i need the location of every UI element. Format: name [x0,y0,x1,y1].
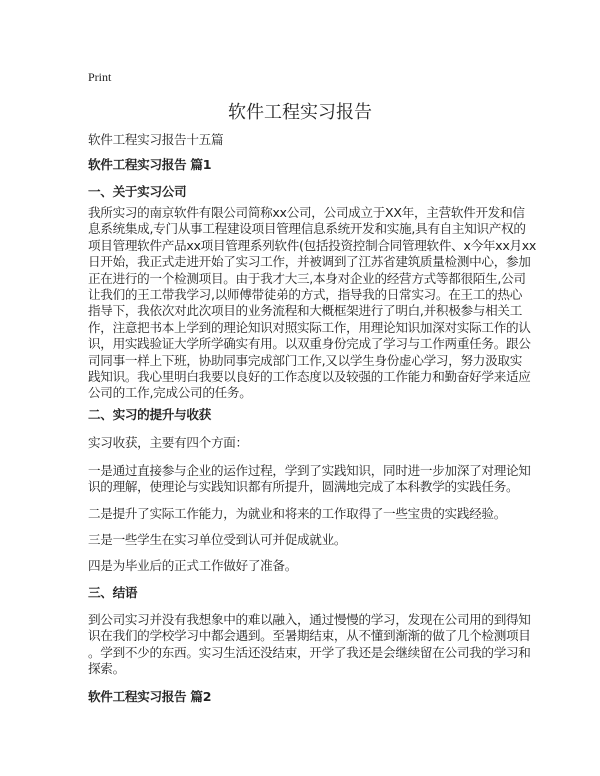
text-line: 识，用实践验证大学所学确实有用。以双重身份完成了学习与工作两重任务。跟公 [88,336,531,352]
part1-heading: 软件工程实习报告 篇1 [88,157,212,172]
section1-heading: 一、关于实习公司 [88,184,187,199]
section2-item4: 四是为毕业后的正式工作做好了准备。 [88,558,297,573]
text-line: 。学到不少的东西。实习生活还没结束，开学了我还是会继续留在公司我的学习和 [88,644,531,660]
text-line: 项目管理软件产品xx项目管理系列软件(包括投资控制合同管理软件、x今年xx月xx [88,237,537,253]
part2-heading: 软件工程实习报告 篇2 [88,689,212,704]
text-line: 司同事一样上下班，协助同事完成部门工作,又以学生身份虚心学习，努力汲取实 [88,352,522,368]
text-line: 践知识。我心里明白我要以良好的工作态度以及较强的工作能力和勤奋好学来适应 [88,369,531,385]
text-line: 我所实习的南京软件有限公司简称xx公司，公司成立于XX年，主营软件开发和信 [88,205,525,220]
text-line: 息系统集成,专门从事工程建设项目管理信息系统开发和实施,具有自主知识产权的 [88,221,526,237]
text-line: 指导下，我依次对此次项目的业务流程和大概框架进行了明白,并积极参与相关工 [88,303,522,319]
section1-paragraph [88,205,537,402]
text-line: 让我们的王工带我学习,以师傅带徒弟的方式，指导我的日常实习。在王工的热心 [88,287,522,303]
section2-item2: 二是提升了实际工作能力，为就业和将来的工作取得了一些宝贵的实践经验。 [88,506,506,521]
section2-intro: 实习收获，主要有四个方面： [88,435,248,450]
text-line: 识的理解，使理论与实践知识都有所提升，圆满地完成了本科教学的实践任务。 [88,479,519,495]
text-line: 作，注意把书本上学到的理论知识对照实际工作，用理论知识加深对实际工作的认 [88,319,531,335]
text-line: 到公司实习并没有我想象中的难以融入，通过慢慢的学习，发现在公司用的到得知 [88,612,531,627]
section3-paragraph [88,612,531,678]
section2-item1 [88,463,531,496]
section2-heading: 二、实习的提升与收获 [88,407,211,422]
section3-heading: 三、结语 [88,585,138,600]
text-line: 识在我们的学校学习中都会遇到。至暑期结束，从不懂到渐渐的做了几个检测项目 [88,628,531,644]
print-label[interactable]: Print [88,70,112,84]
text-line: 探索。 [88,661,125,677]
text-line: 一是通过直接参与企业的运作过程，学到了实践知识，同时进一步加深了对理论知 [88,463,531,478]
section2-item3: 三是一些学生在实习单位受到认可并促成就业。 [88,532,347,547]
document-title: 软件工程实习报告 [228,102,372,123]
text-line: 日开始，我正式走进开始了实习工作，并被调到了江苏省建筑质量检测中心，参加 [88,254,531,270]
text-line: 正在进行的一个检测项目。由于我才大三,本身对企业的经营方式等都很陌生,公司 [88,270,526,286]
subtitle: 软件工程实习报告十五篇 [88,132,224,147]
text-line: 公司的工作,完成公司的任务。 [88,385,252,401]
